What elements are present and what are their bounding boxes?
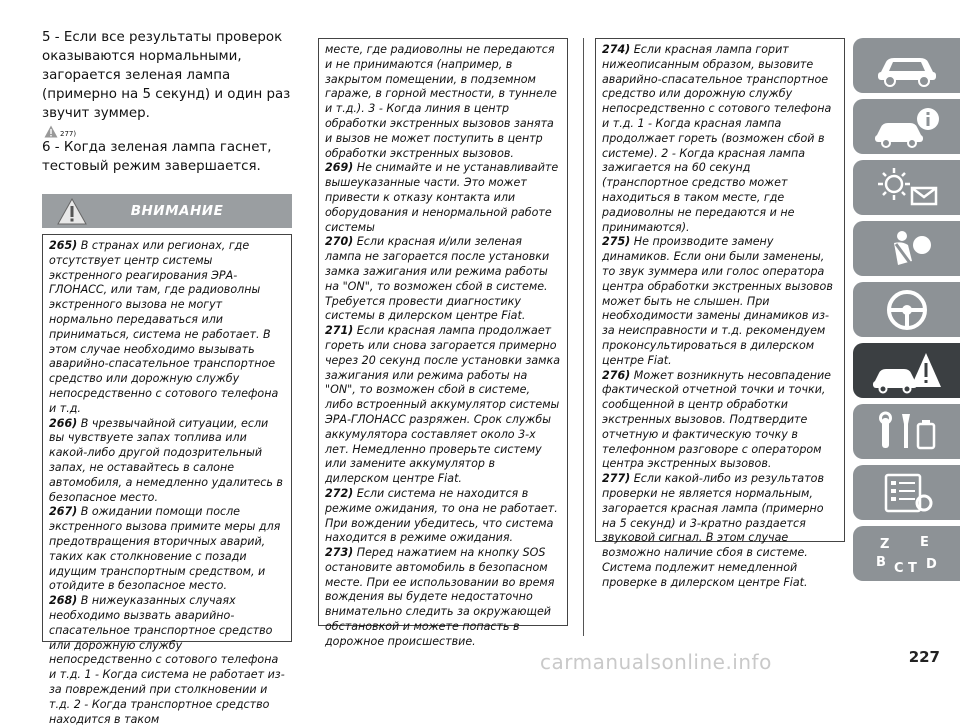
continued-text: месте, где радиоволны не передаются и не принимаются (например, в закрытом помещении, в подземном гараже, в горной местности, в туннеле и т.д.). 3 - Когда линия в центр обработки экстренных вызовов занята и вызов не может поступить в центр обработки экстренных вызовов. [325, 43, 557, 160]
warning-notes-box-1 [42, 234, 292, 726]
note-number: 275) [602, 235, 631, 249]
warning-note [602, 235, 838, 368]
note-text: Может возникнуть несовпадение фактической отчетной точки и точки, сообщенной в центр обработки экстренных вызовов. Подтвердите отчетную и фактическую точку в телефонном разговоре с оператором центра экстренных вызовов. [602, 368, 832, 471]
note-text: Если красная лампа горит нижеописанным образом, вызовите аварийно-спасательное транспортное средство или дорожную службу непосредственно с сотового телефона и т.д. 1 - Когда красная лампа продолжает гореть (возможен сбой в системе). 2 - Когда красная лампа зажигается на 60 секунд (транспортное средство может находиться в таком месте, где радиоволны не передаются и не принимаются). [602, 43, 832, 234]
warning-triangle-icon [57, 198, 87, 225]
note-text: Если какой-либо из результатов проверки не является нормальным, загорается красная лампа (примерно на 5 секунд) и 3-кратно раздается звуковой сигнал. В этом случае возможно наличие сбоя в системе. Система подлежит немедленной проверке в дилерском центре Fiat. [602, 472, 825, 589]
index-letter: E [919, 534, 929, 550]
warning-note [602, 43, 838, 235]
warning-note [325, 546, 561, 650]
note-text: Если красная лампа продолжает гореть или снова загорается примерно через 20 секунд после установки замка зажигания или режима работы на "ON", то возможен сбой в системе, либо встроенный аккумулятор системы ЭРА-ГЛОНАСС разряжен. Срок службы аккумулятора составляет около 3-х лет. Немедленно проверьте систему или замените аккумулятор в дилерском центре Fiat. [325, 324, 561, 486]
warning-note [49, 505, 285, 594]
warning-notes-box-3 [595, 38, 845, 589]
warning-note [325, 487, 561, 546]
warning-note [325, 324, 561, 487]
warning-note [49, 594, 285, 727]
warning-note [325, 235, 561, 324]
tab-driving[interactable] [853, 282, 960, 337]
note-text: В чрезвычайной ситуации, если вы чувствуете запах топлива или какой-либо другой подозрительный запах, не оставайтесь в салоне автомобиля, а немедленно удалитесь в безопасное место. [49, 416, 283, 504]
steering-wheel-icon [872, 288, 942, 332]
warning-title: ВНИМАНИЕ [130, 203, 224, 219]
note-text: В странах или регионах, где отсутствует центр системы экстренного реагирования ЭРА-ГЛОНАСС, или там, где радиоволны экстренного вызова не могут нормально передаваться или приниматься, система не работает. В этом случае необходимо вызывать аварийно-спасательное транспортное средство или дорожную службу непосредственно с сотового телефона и т.д. [49, 239, 279, 415]
tab-emergency[interactable] [853, 343, 960, 398]
tab-vehicle-info[interactable] [853, 99, 960, 154]
warning-note [602, 369, 838, 473]
note-number: 271) [325, 324, 354, 338]
car-icon [872, 44, 942, 88]
note-number: 267) [49, 505, 78, 519]
warning-small-icon [44, 125, 58, 138]
note-text: В нижеуказанных случаях необходимо вызвать аварийно-спасательное транспортное средство или дорожную службу непосредственно с сотового телефона и т.д. 1 - Когда система не работает из-за повреждений при столкновении и т.д. 2 - Когда транспортное средство находится в таком [49, 594, 285, 726]
note-text: Перед нажатием на кнопку SOS остановите автомобиль в безопасном месте. При ее использовании во время вождения вы будете недостаточно внимательно следить за окружающей обстановкой и можете попасть в дорожное происшествие. [325, 546, 555, 648]
note-number: 269) [325, 161, 354, 175]
warning-note [49, 417, 285, 506]
warning-note [325, 161, 561, 235]
tab-vehicle[interactable] [853, 38, 960, 93]
note-text: Если красная и/или зеленая лампа не загорается после установки замка зажигания или режима работы на "ON", то возможен сбой в системе. Требуется провести диагностику системы в дилерском центре Fiat. [325, 235, 550, 323]
chapter-tabs [853, 38, 960, 587]
dashboard-lights-icon [872, 166, 942, 210]
index-letter: C [893, 560, 904, 576]
warning-notes-box-2 [318, 38, 568, 648]
note-text: Если система не находится в режиме ожидания, то она не работает. При вождении убедитесь, что система находится в режиме ожидания. [325, 486, 558, 545]
note-number: 276) [602, 368, 631, 382]
warning-note [602, 472, 838, 590]
note-reference [44, 124, 292, 138]
note-text: Не снимайте и не устанавливайте вышеуказанные части. Это может привести к отказу контакта или оборудования и ненормальной работе системы [325, 161, 559, 234]
watermark: carmanualsonline.info [540, 650, 772, 674]
tools-icon [872, 410, 942, 454]
note-number: 266) [49, 416, 78, 430]
service-list-icon [872, 471, 942, 515]
tab-maintenance[interactable] [853, 404, 960, 459]
index-letter: B [875, 554, 886, 570]
seatbelt-airbag-icon [872, 227, 942, 271]
warning-header [42, 194, 292, 228]
tab-index[interactable] [853, 526, 960, 581]
intro-step-6: 6 - Когда зеленая лампа гаснет, тестовый режим завершается. [42, 140, 272, 174]
index-letter: D [925, 556, 937, 572]
note-reference-number: 277) [60, 130, 77, 138]
car-info-icon [872, 105, 942, 149]
note-number: 270) [325, 235, 354, 249]
column-divider [583, 38, 584, 636]
intro-column [42, 28, 292, 726]
index-letter: Z [879, 536, 889, 552]
intro-step-5: 5 - Если все результаты проверок оказываются нормальными, загорается зеленая лампа (примерно на 5 секунд) и один раз звучит зуммер. [42, 30, 291, 121]
note-number: 277) [602, 472, 631, 486]
page-number: 227 [908, 648, 940, 666]
note-number: 273) [325, 546, 354, 560]
note-number: 272) [325, 486, 354, 500]
note-number: 274) [602, 43, 631, 56]
car-crash-warning-icon [872, 349, 942, 393]
tab-specifications[interactable] [853, 465, 960, 520]
warning-note [49, 239, 285, 417]
note-number: 268) [49, 594, 78, 608]
index-letter: T [907, 560, 917, 576]
note-number: 265) [49, 239, 78, 252]
tab-dashboard[interactable] [853, 160, 960, 215]
note-text: Не производите замену динамиков. Если они были заменены, то звук зуммера или голос оператора центра обработки экстренных вызовов может быть не слышен. При необходимости замены динамиков из-за неисправности и т.д. рекомендуем проконсультироваться в дилерском центре Fiat. [602, 235, 833, 367]
index-letters-icon [872, 532, 942, 576]
note-text: В ожидании помощи после экстренного вызова примите меры для предотвращения вторичных аварий, таких как столкновение с позади идущим транспортным средством, и отойдите в безопасное место. [49, 505, 281, 593]
tab-safety[interactable] [853, 221, 960, 276]
